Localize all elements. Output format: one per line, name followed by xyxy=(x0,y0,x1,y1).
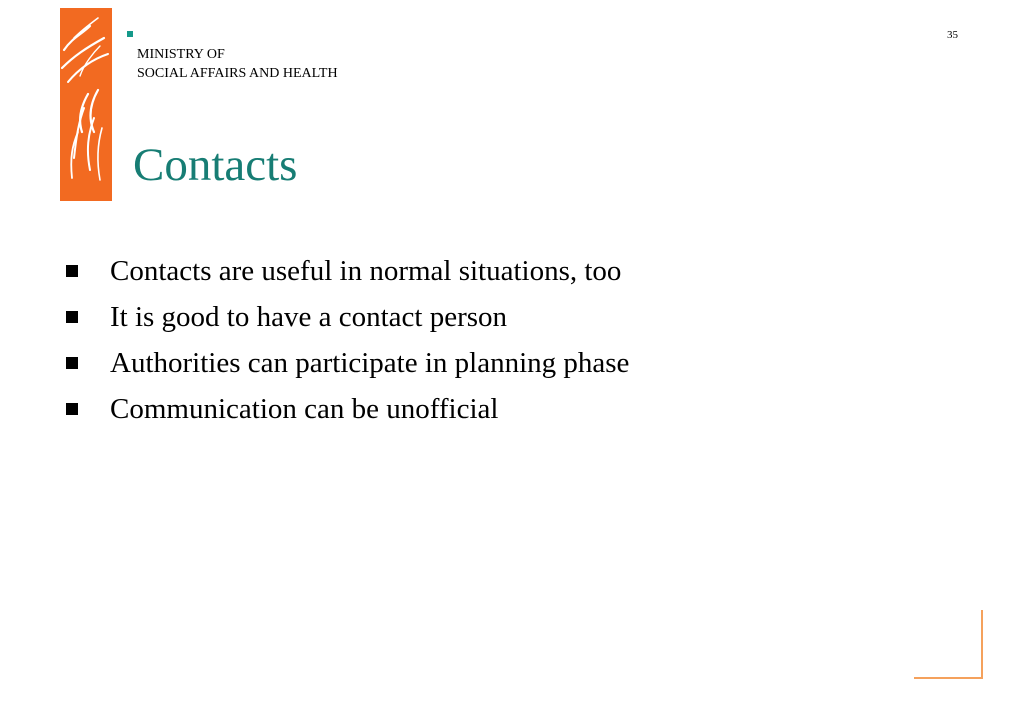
slide-title: Contacts xyxy=(133,139,298,191)
ministry-line-1: MINISTRY OF xyxy=(137,47,225,62)
ministry-line-2: SOCIAL AFFAIRS AND HEALTH xyxy=(137,66,338,81)
square-bullet-icon xyxy=(66,265,78,277)
bullet-text: Communication can be unofficial xyxy=(110,392,499,425)
page-number: 35 xyxy=(947,29,958,41)
bullet-text: Authorities can participate in planning phase xyxy=(110,346,630,379)
flame-logo-icon xyxy=(60,8,112,201)
header-accent-square xyxy=(127,31,133,37)
ministry-logo xyxy=(60,8,112,201)
ministry-name xyxy=(137,45,338,83)
list-item xyxy=(66,294,629,340)
bullet-list xyxy=(66,248,629,432)
list-item xyxy=(66,386,629,432)
square-bullet-icon xyxy=(66,357,78,369)
corner-decoration xyxy=(914,610,983,679)
bullet-text: It is good to have a contact person xyxy=(110,300,508,333)
bullet-text: Contacts are useful in normal situations, too xyxy=(110,254,622,287)
list-item xyxy=(66,248,629,294)
square-bullet-icon xyxy=(66,403,78,415)
list-item xyxy=(66,340,629,386)
square-bullet-icon xyxy=(66,311,78,323)
